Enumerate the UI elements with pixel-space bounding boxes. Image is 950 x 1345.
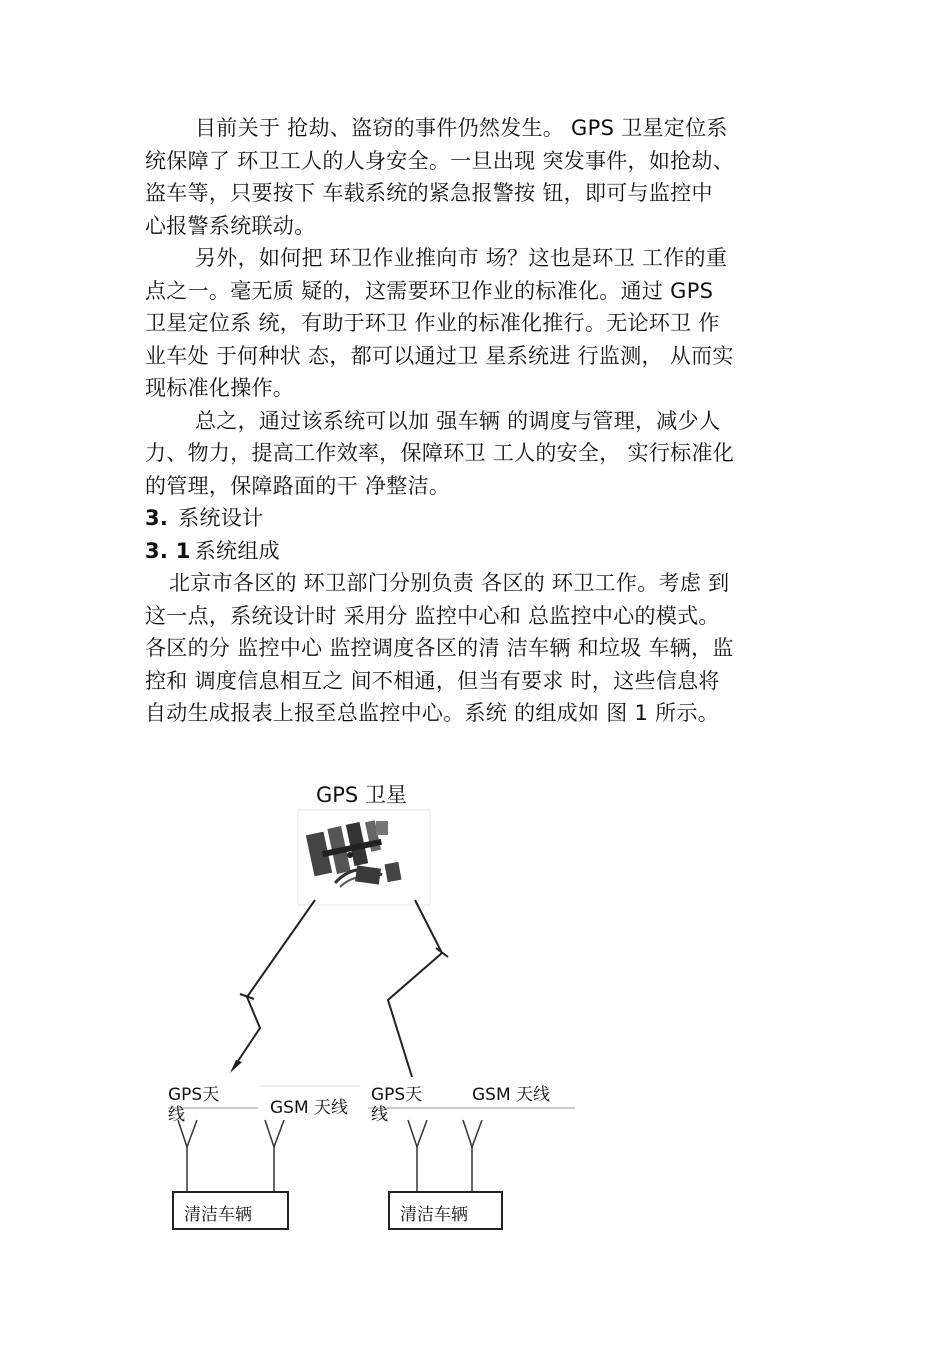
right-gps-antenna-label: GPS天线 bbox=[371, 1085, 423, 1125]
system-diagram bbox=[150, 775, 630, 1245]
section-title: 系统设计 bbox=[178, 506, 264, 530]
diagram-lines bbox=[150, 775, 630, 1245]
paragraph-2 bbox=[145, 242, 825, 405]
section-number: 3. bbox=[145, 506, 169, 530]
body-text bbox=[145, 112, 825, 730]
text-line: 另外，如何把 环卫作业推向市 场？这也是环卫 工作的重 bbox=[195, 246, 728, 270]
text-line: 统保障了 环卫工人的人身安全。一旦出现 突发事件，如抢劫、 bbox=[145, 148, 735, 173]
text-line: 的管理，保障路面的干 净整洁。 bbox=[145, 473, 451, 498]
left-vehicle-box: 清洁车辆 bbox=[172, 1191, 289, 1230]
paragraph-1 bbox=[145, 112, 825, 242]
antenna-icon bbox=[408, 1120, 427, 1192]
text-line: 力、物力，提高工作效率，保障环卫 工人的安全， 实行标准化 bbox=[145, 441, 735, 465]
text-line: 控和 调度信息相互之 间不相通，但当有要求 时，这些信息将 bbox=[145, 668, 720, 693]
text-line: 卫星定位系 统，有助于环卫 作业的标准化推行。无论环卫 作 bbox=[145, 311, 720, 335]
text-line: 点之一。毫无质 疑的，这需要环卫作业的标准化。通过 GPS bbox=[145, 278, 714, 303]
left-gps-antenna-label: GPS天线 bbox=[168, 1085, 220, 1125]
text-line: 心报警系统联动。 bbox=[145, 213, 316, 238]
section-heading-3-1 bbox=[145, 535, 825, 568]
paragraph-3 bbox=[145, 405, 825, 503]
satellite-icon bbox=[298, 810, 430, 905]
section-number: 3. 1 bbox=[145, 538, 191, 563]
paragraph-4 bbox=[145, 567, 825, 730]
text-line: 自动生成报表上报至总监控中心。系统 的组成如 图 1 所示。 bbox=[145, 701, 720, 725]
text-line: 目前关于 抢劫、盗窃的事件仍然发生。 GPS 卫星定位系 bbox=[195, 116, 728, 140]
section-title: 系统组成 bbox=[194, 538, 280, 563]
antenna-icon bbox=[463, 1120, 482, 1192]
text-line: 总之，通过该系统可以加 强车辆 的调度与管理，减少人 bbox=[195, 408, 721, 433]
text-line: 北京市各区的 环卫部门分别负责 各区的 环卫工作。考虑 到 bbox=[169, 571, 730, 595]
text-line: 盗车等，只要按下 车载系统的紧急报警按 钮，即可与监控中 bbox=[145, 181, 713, 205]
text-line: 现标准化操作。 bbox=[145, 376, 295, 400]
text-line: 这一点，系统设计时 采用分 监控中心和 总监控中心的模式。 bbox=[145, 603, 720, 628]
right-vehicle-box: 清洁车辆 bbox=[388, 1191, 503, 1230]
left-gsm-antenna-label: GSM 天线 bbox=[270, 1098, 349, 1118]
satellite-label: GPS 卫星 bbox=[316, 783, 407, 807]
text-line: 各区的分 监控中心 监控调度各区的清 洁车辆 和垃圾 车辆，监 bbox=[145, 636, 734, 660]
antenna-icon bbox=[265, 1120, 284, 1192]
right-gsm-antenna-label: GSM 天线 bbox=[472, 1085, 551, 1105]
text-line: 业车处 于何种状 态，都可以通过卫 星系统进 行监测， 从而实 bbox=[145, 343, 734, 368]
antenna-icon bbox=[178, 1120, 197, 1192]
section-heading-3 bbox=[145, 502, 825, 535]
